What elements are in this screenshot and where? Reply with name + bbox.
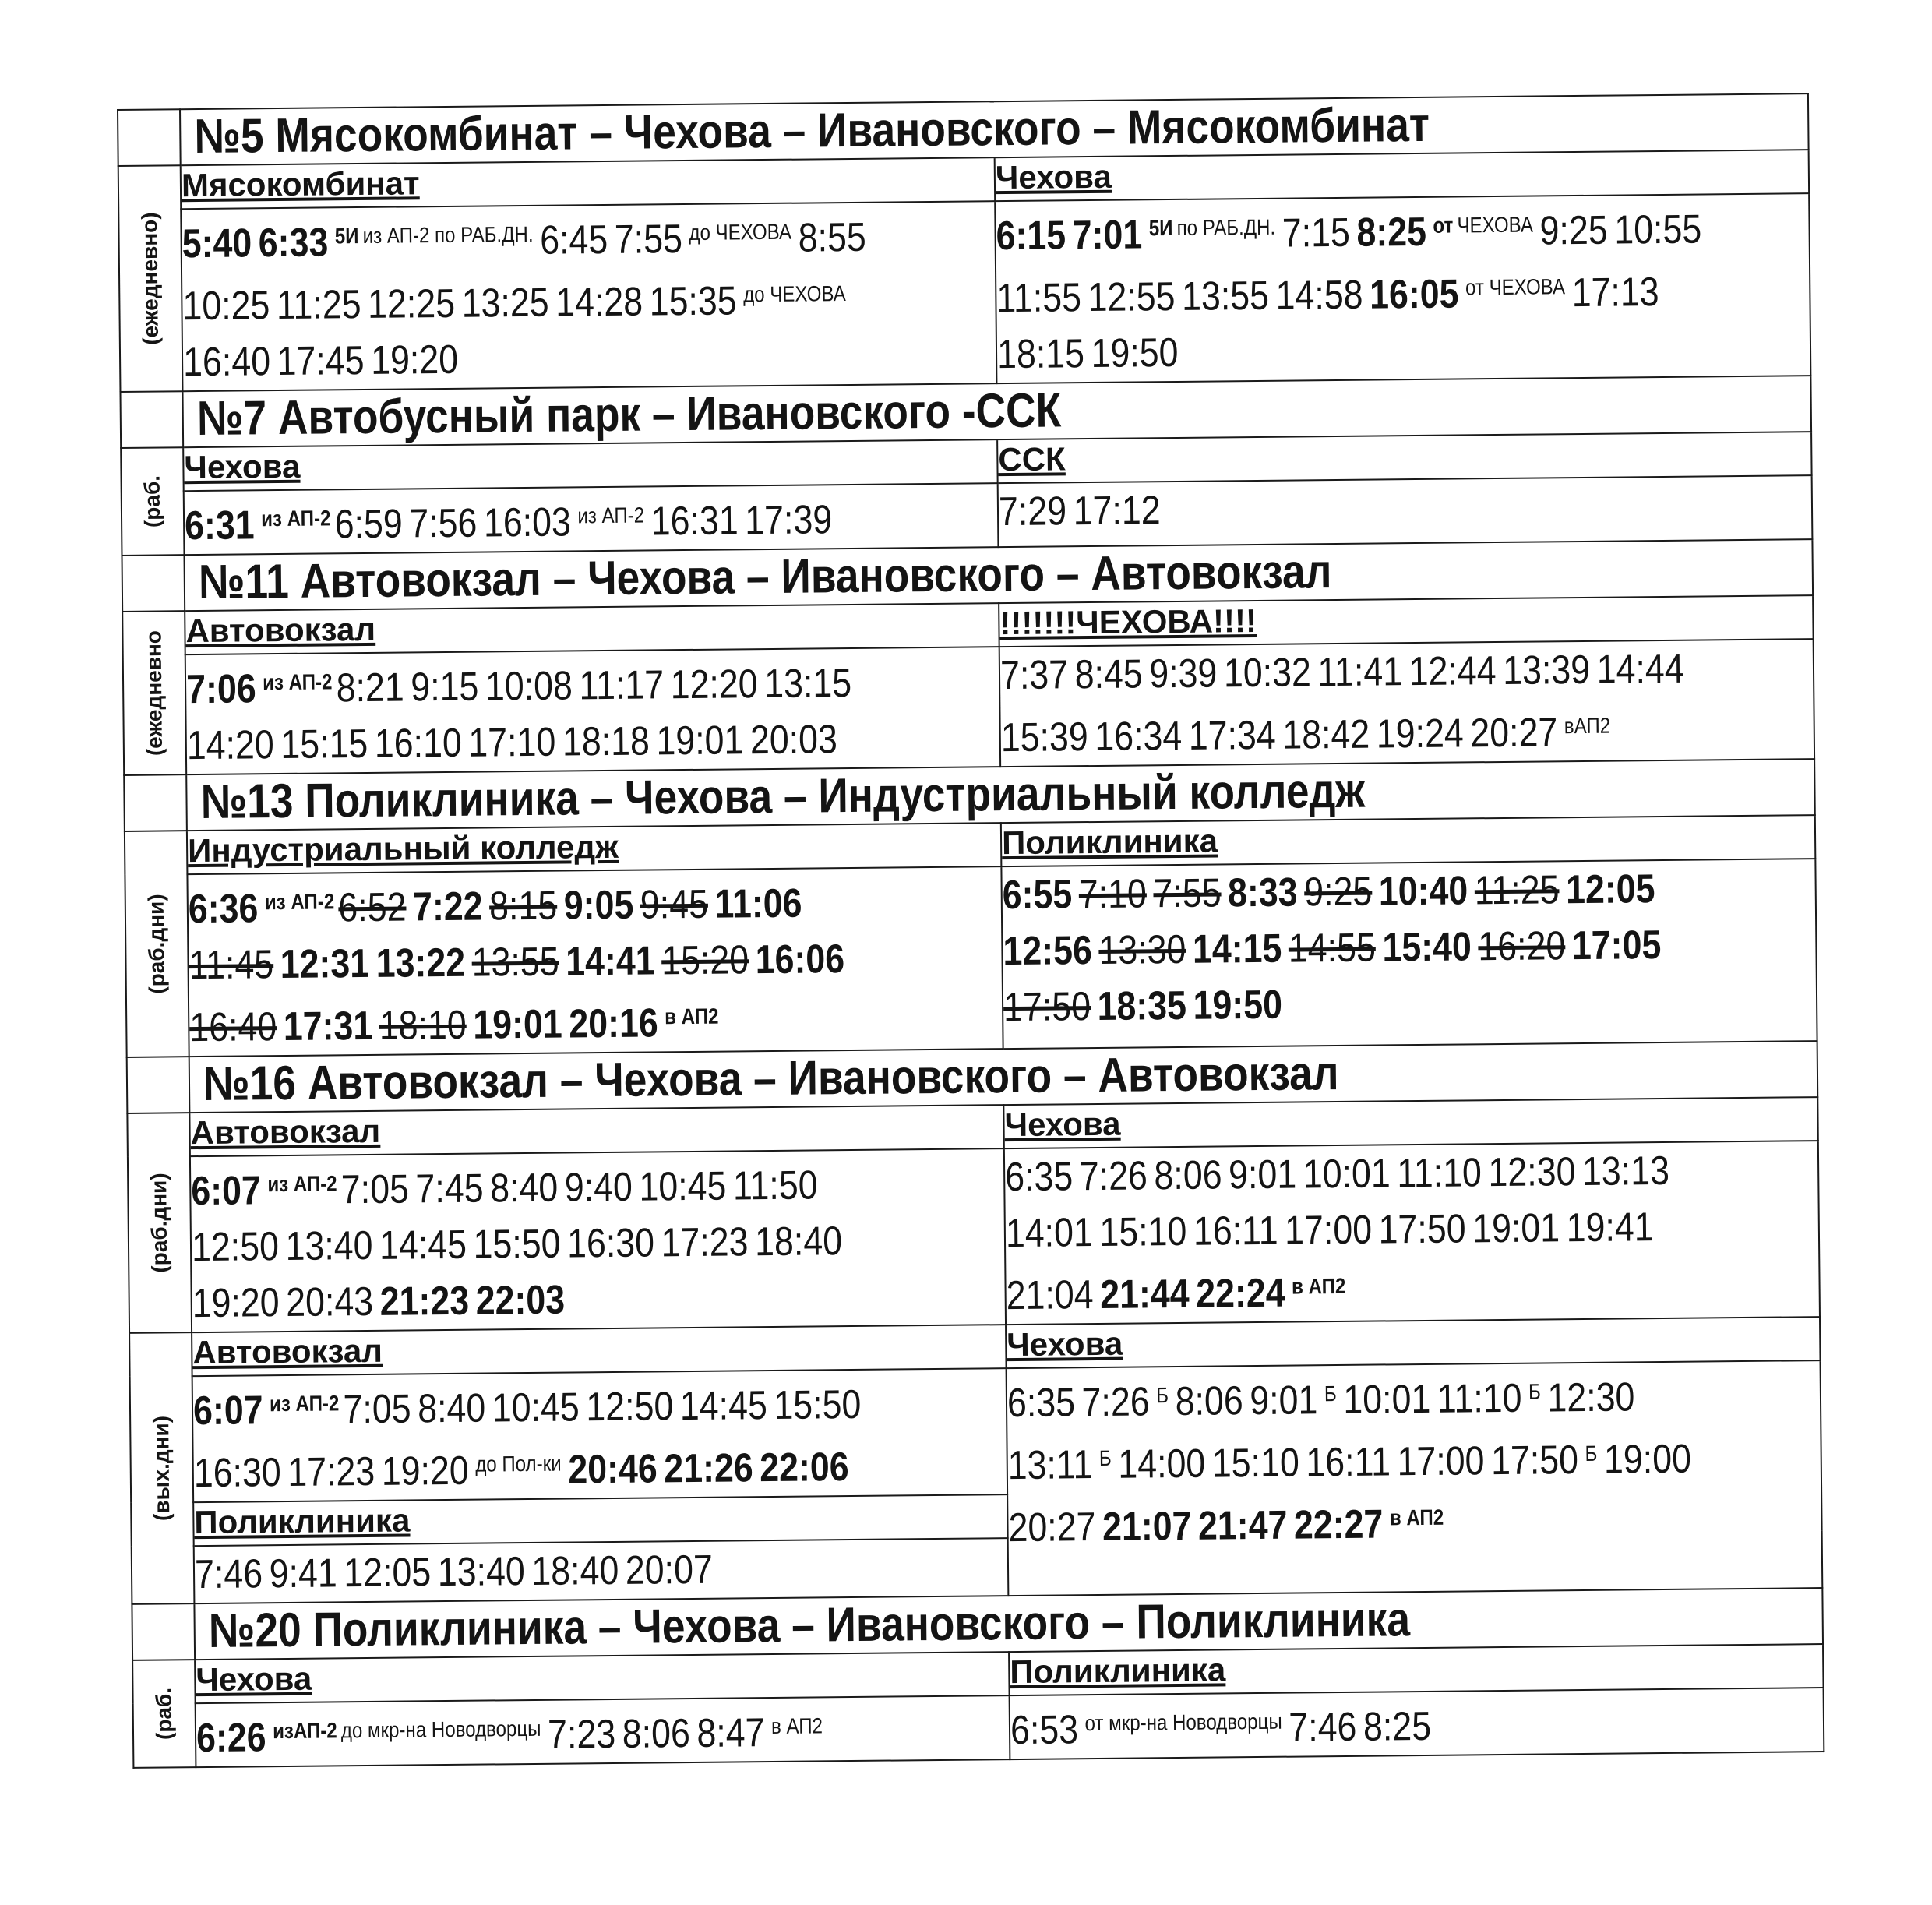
departure-time: 6:15 [996,213,1066,259]
departure-note: в АП2 [1389,1505,1444,1530]
departure-time: 12:25 [367,280,456,327]
departure-times-cell [998,475,1813,547]
day-type-label: (раб.дни) [146,1173,172,1273]
departure-times-cell [999,639,1814,767]
departure-time: 8:40 [417,1385,486,1432]
departure-time: 7:46 [1289,1704,1357,1751]
departure-time: 10:01 [1303,1151,1391,1198]
departure-time: 12:05 [344,1550,432,1596]
departure-time: 10:08 [485,663,573,710]
route-side-blank [118,109,181,166]
departure-time: 20:16 [569,1000,658,1047]
stop-name: Автовокзал [185,603,999,654]
departure-note: Б [1585,1441,1598,1466]
line-break [848,1219,849,1264]
departure-note: от мкр-на Новодворцы [1084,1709,1282,1736]
departure-time: 18:42 [1282,711,1370,758]
departure-times [182,203,961,391]
departure-times [1005,1142,1784,1325]
departure-time: 12:56 [1003,928,1093,975]
departure-times [1000,640,1779,767]
departure-time: 19:20 [370,337,459,383]
departure-note: из АП-2 по РАБ.ДН. [362,221,534,248]
departure-time: 11:25 [276,282,361,329]
departure-time: 20:07 [625,1547,714,1593]
departure-times [1002,860,1781,1036]
departure-time: 20:46 [568,1446,658,1493]
departure-time: 17:45 [277,337,365,385]
departure-time: 16:05 [1369,271,1459,318]
route-side-blank [124,774,187,831]
departure-time: 6:45 [539,217,608,263]
departure-time: 19:00 [1603,1436,1692,1483]
departure-time: 11:50 [732,1162,818,1209]
departure-time: 20:43 [285,1279,374,1325]
departure-time: 15:20 [661,937,749,984]
departure-times-cell [194,1538,1009,1603]
departure-time: 6:35 [1007,1380,1076,1427]
departure-time: 16:40 [189,1004,277,1051]
departure-note: Б [1324,1381,1337,1406]
route-side-blank [127,1057,190,1113]
departure-time: 7:05 [340,1166,410,1213]
departure-time: 8:47 [696,1710,765,1756]
departure-time: 8:06 [622,1711,691,1757]
stop-name: Чехова [995,150,1810,201]
route-side-blank [132,1603,195,1660]
departure-time: 7:26 [1081,1379,1150,1426]
departure-time: 12:44 [1408,648,1497,695]
departure-time: 14:45 [379,1222,467,1268]
departure-times-cell [1007,1360,1823,1596]
departure-time: 19:50 [1091,330,1179,377]
stop-name: Поликлиника [193,1494,1007,1546]
departure-time: 6:36 [188,886,259,933]
departure-time: 14:44 [1596,646,1684,693]
day-type-label: (ежедневно [141,630,167,757]
departure-time: 9:01 [1228,1152,1297,1198]
route-side-blank [120,391,183,448]
route-title: №11 Автовокзал – Чехова – Ивановского – Автовокзал [198,545,1332,610]
day-type-cell [127,1113,192,1333]
schedule-sheet [117,93,1823,1769]
departure-times-cell [1004,1141,1820,1325]
departure-time: 8:25 [1363,1703,1432,1750]
departure-time: 10:45 [492,1385,580,1431]
departure-time: 21:44 [1099,1271,1190,1318]
departure-note: по РАБ.ДН. [1176,214,1276,240]
departure-time: 17:23 [661,1219,749,1266]
departure-time: 9:40 [564,1164,633,1211]
day-type-label: (раб.дни) [143,894,169,994]
departure-note: в АП2 [665,1004,719,1029]
departure-time: 6:35 [1004,1154,1074,1201]
departure-time: 16:11 [1193,1208,1278,1254]
departure-time: 14:28 [555,279,643,326]
departure-times [1010,1689,1788,1759]
stop-name: Индустриальный колледж [187,823,1001,874]
departure-time: 14:55 [1288,925,1377,972]
departure-time: 19:20 [192,1280,280,1327]
departure-time: 10:25 [182,283,270,330]
line-break [1668,923,1669,968]
departure-times [195,1540,972,1603]
departure-times-cell [1001,859,1817,1049]
departure-time: 18:18 [562,718,650,765]
departure-note: изАП-2 [272,1718,337,1744]
departure-time: 6:31 [184,503,255,549]
departure-time: 15:15 [280,721,368,768]
stop-name: Чехова [1003,1097,1818,1148]
departure-time: 17:34 [1188,712,1277,759]
departure-time: 12:50 [586,1384,674,1431]
departure-time: 13:40 [437,1549,526,1596]
departure-time: 14:20 [186,722,275,769]
departure-time: 21:47 [1197,1502,1288,1549]
departure-times [191,1150,970,1332]
departure-time: 7:23 [547,1711,616,1758]
route-title: №5 Мясокомбинат – Чехова – Ивановского – Мясокомбинат [194,97,1430,164]
schedule-row [130,1360,1821,1503]
departure-time: 7:55 [614,217,683,263]
departure-time: 13:15 [763,660,852,707]
stop-name: Автовокзал [192,1325,1006,1376]
departure-time: 21:07 [1102,1503,1192,1550]
departure-times-cell [184,483,999,555]
departure-time: 8:25 [1356,209,1427,256]
departure-time: 6:59 [334,501,403,548]
departure-time: 12:50 [191,1224,280,1271]
departure-time: 13:39 [1502,647,1591,693]
day-type-label: (раб. [151,1687,177,1741]
departure-time: 16:10 [374,720,463,767]
departure-time: 7:15 [1282,210,1351,256]
schedule-row [125,859,1817,1057]
departure-time: 19:50 [1193,982,1283,1028]
departure-time: 17:10 [468,719,556,766]
departure-time: 15:50 [473,1221,561,1268]
departure-time: 8:33 [1227,870,1298,916]
departure-time: 20:27 [1008,1505,1096,1551]
departure-time: 16:30 [193,1450,282,1497]
departure-time: 9:39 [1149,651,1218,697]
departure-time: 15:10 [1099,1208,1187,1255]
departure-time: 18:15 [996,331,1085,378]
line-break [1690,647,1691,692]
day-type-cell [121,447,184,556]
departure-time: 10:55 [1614,206,1702,253]
departure-times-cell [192,1368,1008,1502]
departure-time: 12:05 [1565,866,1655,913]
departure-time: 18:35 [1097,982,1187,1029]
departure-time: 17:39 [744,497,833,544]
schedule-row [128,1141,1820,1333]
departure-note: вАП2 [1564,713,1611,739]
departure-time: 11:17 [579,662,665,709]
departure-time: 14:58 [1275,272,1363,319]
departure-time: 6:26 [196,1715,266,1762]
departure-time: 22:06 [759,1445,849,1491]
departure-time: 10:40 [1378,868,1468,915]
departure-time: 16:31 [650,498,739,545]
route-title: №7 Автобусный парк – Ивановского -ССК [196,383,1062,446]
departure-time: 5:40 [182,220,252,267]
departure-time: 14:45 [679,1383,768,1430]
departure-time: 11:10 [1397,1150,1482,1197]
line-break [824,1162,825,1208]
departure-time: 11:55 [996,275,1082,322]
departure-time: 16:30 [566,1220,655,1267]
departure-times-cell [181,201,996,391]
departure-time: 16:40 [182,339,271,386]
departure-time: 17:00 [1397,1438,1485,1485]
departure-time: 9:15 [411,664,479,711]
departure-time: 8:40 [489,1165,559,1212]
stop-name: Чехова [183,439,997,491]
departure-time: 16:20 [1478,923,1566,970]
departure-time: 17:23 [287,1448,375,1495]
departure-time: 7:46 [194,1551,263,1598]
departure-times-cell [190,1148,1006,1332]
departure-time: 13:55 [471,939,559,986]
line-break [1641,1374,1642,1420]
departure-time: 19:01 [473,1001,562,1048]
departure-time: 9:41 [269,1550,338,1597]
departure-times [186,648,964,774]
departure-time: 22:24 [1195,1270,1285,1317]
departure-time: 8:45 [1074,651,1143,698]
departure-note: до мкр-на Новодворцы [340,1716,541,1743]
departure-time: 7:37 [999,652,1069,699]
departure-note: от [1433,213,1454,238]
departure-times [196,1697,974,1767]
schedule-row [118,193,1810,392]
departure-time: 12:20 [670,661,758,708]
departure-time: 6:55 [1002,872,1073,919]
departure-time: 17:50 [1490,1438,1579,1484]
stop-name: !!!!!!!ЧЕХОВА!!!! [999,595,1814,647]
departure-time: 7:05 [343,1386,411,1433]
departure-time: 15:10 [1211,1440,1300,1487]
departure-time: 18:10 [379,1002,467,1049]
departure-time: 11:10 [1437,1375,1522,1422]
departure-time: 14:01 [1005,1210,1094,1257]
line-break [868,1382,869,1427]
departure-time: 18:40 [531,1547,619,1594]
departure-time: 22:03 [475,1277,566,1324]
departure-time: 21:26 [664,1445,753,1492]
departure-note: до Пол-ки [475,1451,562,1476]
departure-time: 7:01 [1072,212,1143,259]
departure-note: из АП-2 [269,1391,340,1416]
departure-time: 13:13 [1581,1148,1670,1195]
day-type-cell [129,1332,194,1604]
route-side-blank [122,555,185,612]
departure-time: 17:50 [1003,984,1091,1031]
departure-time: 11:45 [189,942,274,989]
departure-time: 18:40 [754,1219,843,1265]
departure-time: 7:45 [415,1166,484,1212]
departure-note: Б [1156,1383,1169,1408]
stop-name: Чехова [195,1652,1009,1703]
departure-time: 16:11 [1306,1439,1391,1486]
departure-time: 6:07 [191,1168,262,1215]
day-type-cell [122,611,186,775]
day-type-cell [132,1660,196,1768]
departure-time: 15:40 [1382,924,1472,971]
departure-time: 17:13 [1571,270,1659,316]
departure-time: 9:25 [1303,869,1373,915]
departure-time: 8:06 [1154,1152,1222,1199]
line-break [1660,1205,1661,1250]
departure-time: 19:01 [1472,1205,1560,1252]
stop-name: Мясокомбинат [181,157,995,209]
departure-time: 7:22 [412,884,483,930]
departure-times [996,195,1775,383]
departure-times-cell [187,866,1003,1057]
departure-time: 13:55 [1181,273,1270,319]
departure-note: ЧЕХОВА [1457,212,1534,238]
departure-times-cell [185,647,1000,774]
departure-note: Б [1528,1379,1541,1404]
departure-time: 21:23 [379,1278,470,1325]
departure-time: 19:41 [1566,1205,1654,1251]
departure-note: до ЧЕХОВА [742,281,846,307]
departure-time: 6:53 [1010,1707,1079,1754]
departure-note: из АП-2 [267,1171,337,1197]
departure-time: 6:33 [258,220,329,266]
day-type-label: (раб. [139,474,165,528]
departure-times-cell [196,1695,1010,1767]
departure-time: 20:03 [749,717,838,764]
departure-time: 9:25 [1539,207,1608,254]
departure-time: 17:12 [1073,488,1161,534]
departure-times [185,485,962,555]
stop-name: Чехова [1006,1317,1821,1368]
departure-time: 6:52 [338,884,407,931]
departure-note: из АП-2 [261,506,331,531]
departure-times [999,477,1776,541]
departure-time: 14:00 [1118,1441,1206,1487]
departure-time: 10:01 [1343,1376,1431,1423]
line-break [852,277,853,323]
stop-name: Автовокзал [189,1105,1003,1156]
departure-note: в АП2 [770,1713,823,1739]
departure-time: 8:55 [798,214,866,261]
departure-time: 12:55 [1088,273,1176,321]
departure-times [1007,1362,1786,1557]
departure-time: 17:50 [1378,1206,1466,1253]
departure-time: 20:27 [1470,710,1558,757]
departure-time: 7:10 [1078,871,1148,918]
departure-time: 13:11 [1007,1442,1093,1489]
departure-time: 11:06 [714,880,802,927]
departure-note: из АП-2 [263,669,333,695]
departure-time: 9:05 [563,882,634,929]
day-type-label: (вых.дни) [149,1415,175,1522]
route-title: №13 Поликлиника – Чехова – Индустриальный колледж [200,764,1366,830]
departure-time: 14:15 [1192,926,1282,972]
day-type-cell [125,831,189,1057]
departure-time: 17:05 [1571,923,1662,969]
departure-time: 21:04 [1006,1272,1094,1319]
departure-time: 13:25 [461,280,549,326]
departure-time: 19:01 [656,718,744,764]
departure-time: 15:35 [649,278,737,325]
departure-note: из АП-2 [577,503,645,528]
departure-time: 16:06 [755,937,845,983]
departure-time: 22:27 [1293,1501,1384,1548]
departure-times-cell [995,193,1810,383]
departure-time: 11:25 [1474,867,1560,914]
departure-time: 7:26 [1079,1153,1148,1200]
departure-time: 8:06 [1175,1378,1244,1425]
departure-time: 13:22 [375,940,466,986]
departure-time: 17:31 [283,1003,373,1050]
departure-time: 17:00 [1284,1207,1373,1254]
line-break [1708,206,1709,252]
departure-time: 14:41 [565,938,655,985]
departure-times-cell [1010,1688,1824,1759]
departure-time: 10:32 [1223,650,1312,697]
departure-time: 7:55 [1153,870,1222,917]
departure-time: 7:56 [409,500,478,547]
departure-time: 12:31 [280,940,370,988]
departure-time: 16:03 [483,499,572,546]
departure-time: 19:24 [1376,711,1465,757]
schedule-table [117,93,1824,1769]
departure-time: 12:30 [1488,1149,1576,1196]
stop-name: ССК [997,432,1812,483]
schedule-row [123,639,1814,775]
departure-note: 5И [1148,215,1173,241]
departure-note: из АП-2 [264,889,335,915]
departure-time: 12:30 [1547,1374,1635,1421]
departure-time: 13:40 [285,1222,373,1269]
day-type-cell [118,165,183,392]
departure-times [193,1370,971,1502]
departure-time: 11:41 [1317,649,1403,696]
day-type-label: (ежедневно) [137,212,163,345]
departure-time: 19:20 [381,1448,470,1494]
route-title: №16 Автовокзал – Чехова – Ивановского – Автовокзал [203,1046,1339,1111]
departure-time: 8:15 [488,883,558,930]
departure-note: до ЧЕХОВА [689,219,792,245]
departure-note: от ЧЕХОВА [1465,274,1566,300]
departure-note: 5И [334,224,359,249]
stop-name: Поликлиника [1009,1644,1824,1695]
departure-time: 9:01 [1250,1378,1318,1424]
departure-time: 15:39 [1000,714,1088,761]
departure-time: 7:29 [998,489,1067,535]
departure-note: Б [1098,1445,1112,1470]
departure-time: 7:06 [185,666,256,713]
departure-time: 8:21 [336,665,405,711]
departure-time: 16:34 [1095,713,1183,760]
departure-time: 9:45 [640,881,709,928]
departure-time: 10:45 [639,1163,727,1210]
departure-time: 13:30 [1098,926,1186,973]
departure-note: в АП2 [1291,1273,1346,1299]
departure-time: 15:50 [774,1381,862,1428]
departure-time: 6:07 [192,1388,263,1434]
stop-name: Поликлиника [1001,815,1816,866]
route-title: №20 Поликлиника – Чехова – Ивановского – Поликлиника [208,1593,1411,1658]
departure-times [188,868,967,1057]
